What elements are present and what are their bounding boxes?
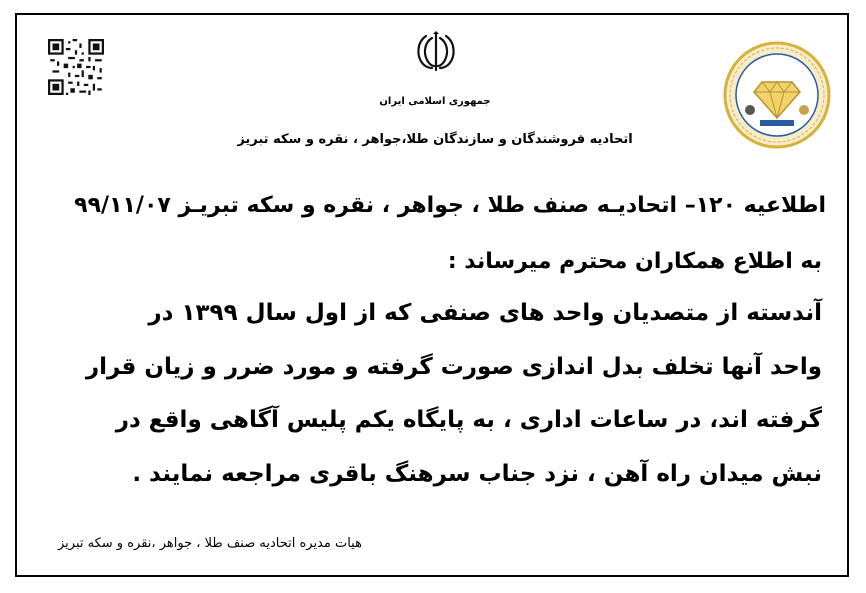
notice-greeting: به اطلاع همکاران محترم میرساند : [447, 249, 822, 274]
notice-body-line: نبش میدان راه آهن ، نزد جناب سرهنگ باقری مراجعه نمایند . [132, 461, 822, 487]
union-seal-logo [722, 40, 832, 150]
notice-headline: اطلاعیه ۱۲۰– اتحادیـه صنف طلا ، جواهر ، نقره و سکه تبریـز ۹۹/۱۱/۰۷ [74, 193, 826, 218]
union-name: اتحادیه فروشندگان و سازندگان طلا،جواهر ، نقره و سکه تبریز [237, 132, 633, 147]
iran-emblem-icon [413, 30, 459, 74]
qr-code-icon [48, 39, 104, 95]
notice-signature: هیات مدیره اتحادیه صنف طلا ، جواهر ،نقره و سکه تبریز [58, 536, 362, 551]
notice-body-line: گرفته اند، در ساعات اداری ، به پایگاه یکم پلیس آگاهی واقع در [115, 407, 822, 433]
notice-body-line: آندسته از متصدیان واحد های صنفی که از اول سال ۱۳۹۹ در [148, 300, 822, 326]
government-title: جمهوری اسلامی ایران [379, 96, 491, 107]
notice-body-line: واحد آنها تخلف بدل اندازی صورت گرفته و مورد ضرر و زیان قرار [85, 354, 822, 380]
